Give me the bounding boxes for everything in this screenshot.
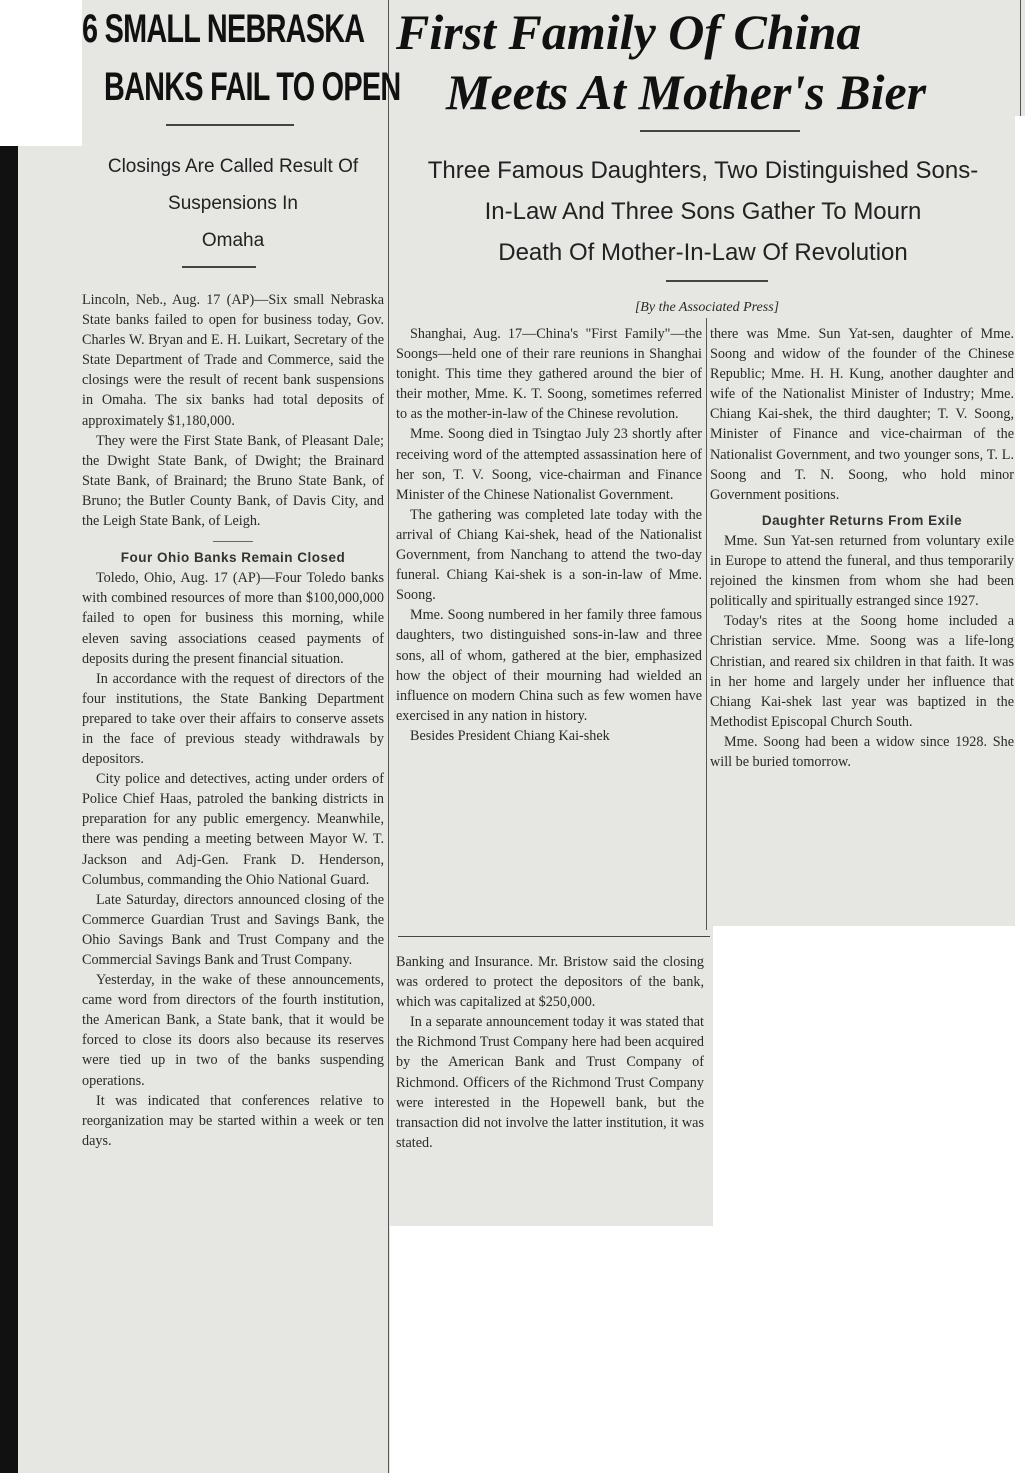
paragraph: It was indicated that conferences relative to reorganization may be started within a week or ten days. xyxy=(82,1092,384,1149)
article-column xyxy=(396,952,704,1153)
headline-line: BANKS FAIL TO OPEN xyxy=(104,65,401,109)
paragraph: Shanghai, Aug. 17—China's "First Family"—the Soongs—held one of their rare reunions in Shanghai tonight. This time they gathered around the bier of their mother, Mme. K. T. Soong, sometimes referred to as the mother-in-law of the Chinese revolution. xyxy=(396,326,702,423)
section-rule xyxy=(213,541,253,542)
subhead: Daughter Returns From Exile xyxy=(761,512,963,528)
deck-rule xyxy=(666,280,768,282)
article-column xyxy=(396,324,702,746)
paragraph: Toledo, Ohio, Aug. 17 (AP)—Four Toledo banks with combined resources of more than $100,000,000 failed to open for business this morning, while eleven saving associations ceased payments of deposits during the present financial situation. xyxy=(82,570,384,667)
paragraph: The gathering was completed late today with the arrival of Chiang Kai-shek, head of the Nationalist Government, from Nanchang to attend the two-day funeral. Chiang Kai-shek is a son-in-law of Mme. Soong. xyxy=(396,506,702,604)
paragraph: Late Saturday, directors announced closing of the Commerce Guardian Trust and Savings Bank, the Ohio Savings Bank and Trust Company and the Commercial Savings Bank and Trust Company. xyxy=(82,891,384,968)
paragraph: Banking and Insurance. Mr. Bristow said the closing was ordered to protect the depositors of the bank, which was capitalized at $250,000. xyxy=(396,954,704,1011)
headline-rule xyxy=(166,124,294,126)
deck-line: Death Of Mother-In-Law Of Revolution xyxy=(498,239,908,266)
paragraph: City police and detectives, acting under orders of Police Chief Haas, patroled the banking districts in preparation for any public emergency. Meanwhile, there was pending a meeting between Mayor W. T. Jackson and Adj-Gen. Frank D. Henderson, Columbus, commanding the Ohio National Guard. xyxy=(82,771,384,888)
paragraph: Yesterday, in the wake of these announcements, came word from directors of the fourth institution, the American Bank, a State bank, that it would be forced to close its doors also because its reserves were tied up in two of the banks suspending operations. xyxy=(82,972,384,1089)
headline-line: 6 SMALL NEBRASKA xyxy=(82,7,365,51)
story-divider xyxy=(398,936,710,937)
headline-line: First Family Of China xyxy=(396,4,862,60)
article-column xyxy=(82,290,384,1151)
deck-line: Three Famous Daughters, Two Distinguished Sons- xyxy=(427,157,979,184)
paragraph: Mme. Soong died in Tsingtao July 23 shortly after receiving word of the attempted assassination here of her son, T. V. Soong, vice-chairman and Finance Minister of the Chinese Nationalist Government. xyxy=(396,426,702,503)
deck-rule xyxy=(182,266,256,268)
paragraph: In accordance with the request of directors of the four institutions, the State Banking Department prepared to take over their affairs to conserve assets in the face of previous steady withdrawals by depositors. xyxy=(82,670,384,768)
deck xyxy=(392,150,1014,273)
paragraph: Besides President Chiang Kai-shek xyxy=(410,727,610,744)
column-rule xyxy=(706,318,707,930)
deck-line: Suspensions In xyxy=(168,193,298,214)
paragraph: there was Mme. Sun Yat-sen, daughter of Mme. Soong and widow of the founder of the Chinese Republic; Mme. H. H. Kung, another daughter and wife of the Nationalist Minister of Industry; Mme. Chiang Kai-shek, the third daughter; T. V. Soong, Minister of Finance and vice-chairman of the Nationalist Government, and two younger sons, T. L. Soong and T. N. Soong, who hold minor Government positions. xyxy=(710,326,1014,503)
paragraph: They were the First State Bank, of Pleasant Dale; the Dwight State Bank, of Dwight; the Brainard State Bank, of Brainard; the Bruno State Bank, of Bruno; the Butler County Bank, of Davis City, and the Leigh State Bank, of Leigh. xyxy=(82,432,384,530)
scan-edge xyxy=(0,146,18,1473)
deck-line: Omaha xyxy=(201,230,265,251)
column-rule xyxy=(388,0,389,1473)
paragraph: Lincoln, Neb., Aug. 17 (AP)—Six small Nebraska State banks failed to open for business today, Gov. Charles W. Bryan and E. H. Luikart, Secretary of the State Department of Trade and Commerce, said the closings were the result of recent bank suspensions in Omaha. The six banks had total deposits of approximately $1,180,000. xyxy=(82,292,384,429)
headline-line: Meets At Mother's Bier xyxy=(446,64,927,120)
deck-line: Closings Are Called Result Of xyxy=(107,156,359,177)
paragraph: In a separate announcement today it was stated that the Richmond Trust Company here had been acquired by the American Bank and Trust Company of Richmond. Officers of the Richmond Trust Company were interested in the Hopewell bank, but the transaction did not involve the latter institution, it was stated. xyxy=(396,1014,704,1151)
paragraph: Today's rites at the Soong home included a Christian service. Mme. Soong was a life-long Christian, and reared six children in that faith. It was in her home and largely under her influence that Chiang Kai-shek last year was baptized in the Methodist Episcopal Church South. xyxy=(710,613,1014,730)
article-column xyxy=(710,324,1014,772)
headline-rule xyxy=(640,130,800,132)
deck xyxy=(80,148,386,259)
paragraph: Mme. Soong had been a widow since 1928. She will be buried tomorrow. xyxy=(710,733,1014,770)
deck-line: In-Law And Three Sons Gather To Mourn xyxy=(484,198,922,225)
column-rule xyxy=(1020,0,1021,116)
paragraph: Mme. Sun Yat-sen returned from voluntary exile in Europe to attend the funeral, and thus temporarily rejoined the kinsmen from whom she had been politically and spiritually estranged since 1927. xyxy=(710,532,1014,610)
byline: [By the Associated Press] xyxy=(634,300,780,315)
subhead: Four Ohio Banks Remain Closed xyxy=(120,550,346,566)
paragraph: Mme. Soong numbered in her family three famous daughters, two distinguished sons-in-law and three sons, all of whom, gathered at the bier, emphasized how the object of their mourning had wielded an influence on modern China such as few women have exercised in any nation in history. xyxy=(396,607,702,724)
